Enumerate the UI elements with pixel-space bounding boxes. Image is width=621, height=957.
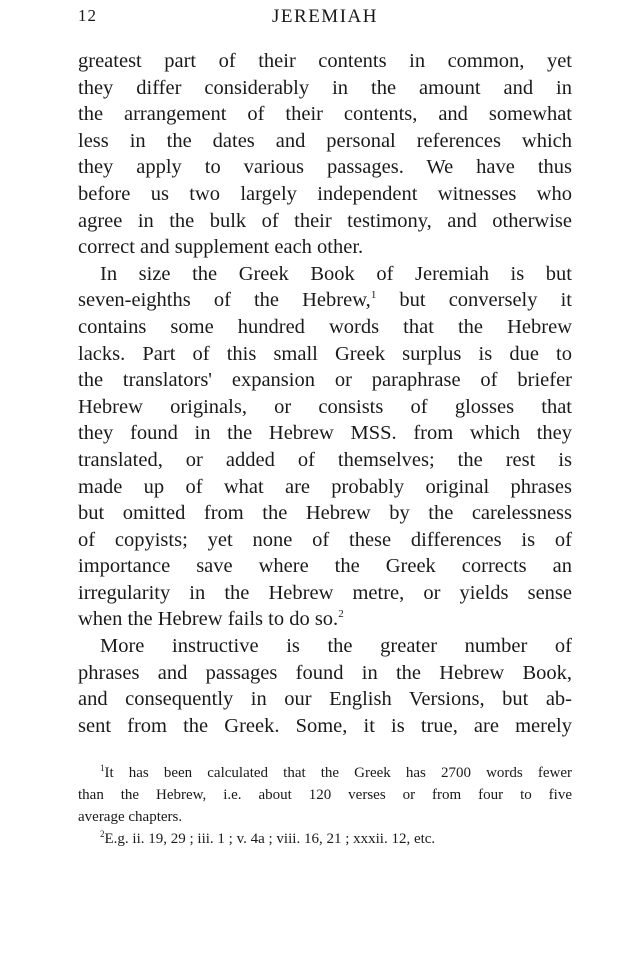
text-line: agree in the bulk of their testimony, and otherwise [78, 209, 572, 232]
text-line: translated, or added of themselves; the rest is [78, 448, 572, 471]
text-line: of copyists; yet none of these differences is of [78, 528, 572, 551]
footnote-2 [78, 828, 572, 850]
text-line: sent from the Greek. Some, it is true, are merely [78, 714, 572, 737]
text-fragment: but conversely it [376, 289, 572, 312]
footnote-text: It has been calculated that the Greek has 2700 words fewer [104, 765, 572, 781]
text-line: the translators' expansion or paraphrase of briefer [78, 369, 572, 392]
text-line: importance save where the Greek corrects an [78, 555, 572, 578]
text-line: less in the dates and personal references which [78, 129, 572, 152]
text-line: correct and supplement each other. [78, 236, 364, 259]
footnote-line [78, 762, 572, 784]
footnote-line: than the Hebrew, i.e. about 120 verses or from four to five [78, 787, 572, 803]
paragraph-2 [78, 261, 572, 633]
text-line: they apply to various passages. We have thus [78, 156, 572, 179]
text-line: they found in the Hebrew MSS. from which they [78, 422, 572, 445]
footnote-ref-1: 1 [370, 289, 377, 302]
text-line: and consequently in our English Versions, but ab- [78, 688, 572, 711]
text-line: phrases and passages found in the Hebrew Book, [78, 661, 572, 684]
text-fragment: seven-eighths of the Hebrew, [78, 289, 371, 312]
paragraph-1 [78, 48, 572, 261]
footnote-marker: 2 [100, 829, 105, 839]
text-line: before us two largely independent witnesses who [78, 182, 572, 205]
text-line: More instructive is the greater number of [100, 635, 572, 658]
text-line: lacks. Part of this small Greek surplus is due to [78, 342, 572, 365]
text-line: the arrangement of their contents, and somewhat [78, 103, 572, 126]
footnote-text: E.g. ii. 19, 29 ; iii. 1 ; v. 4a ; viii. 16, 21 ; xxxii. 12, etc. [104, 831, 436, 847]
text-line: irregularity in the Hebrew metre, or yields sense [78, 581, 572, 604]
footnote-1 [78, 762, 572, 828]
running-title: JEREMIAH [272, 6, 378, 27]
footnotes [78, 762, 572, 850]
body-text [78, 48, 572, 739]
text-line: greatest part of their contents in common, yet [78, 50, 572, 72]
text-line [78, 287, 572, 314]
text-fragment: when the Hebrew fails to do so. [78, 608, 339, 631]
footnote-marker: 1 [100, 763, 105, 773]
text-line: they differ considerably in the amount and in [78, 76, 572, 99]
text-line: Hebrew originals, or consists of glosses that [78, 395, 572, 418]
text-line: but omitted from the Hebrew by the carelessness [78, 502, 572, 525]
running-head [78, 6, 572, 32]
page-number: 12 [78, 6, 97, 25]
footnote-line [78, 828, 572, 850]
text-line: contains some hundred words that the Hebrew [78, 315, 572, 338]
text-line: made up of what are probably original phrases [78, 475, 572, 498]
text-line [78, 606, 572, 633]
footnote-ref-2: 2 [338, 608, 344, 621]
footnote-line: average chapters. [78, 809, 183, 825]
paragraph-3 [78, 633, 572, 739]
text-line: In size the Greek Book of Jeremiah is but [100, 262, 572, 285]
